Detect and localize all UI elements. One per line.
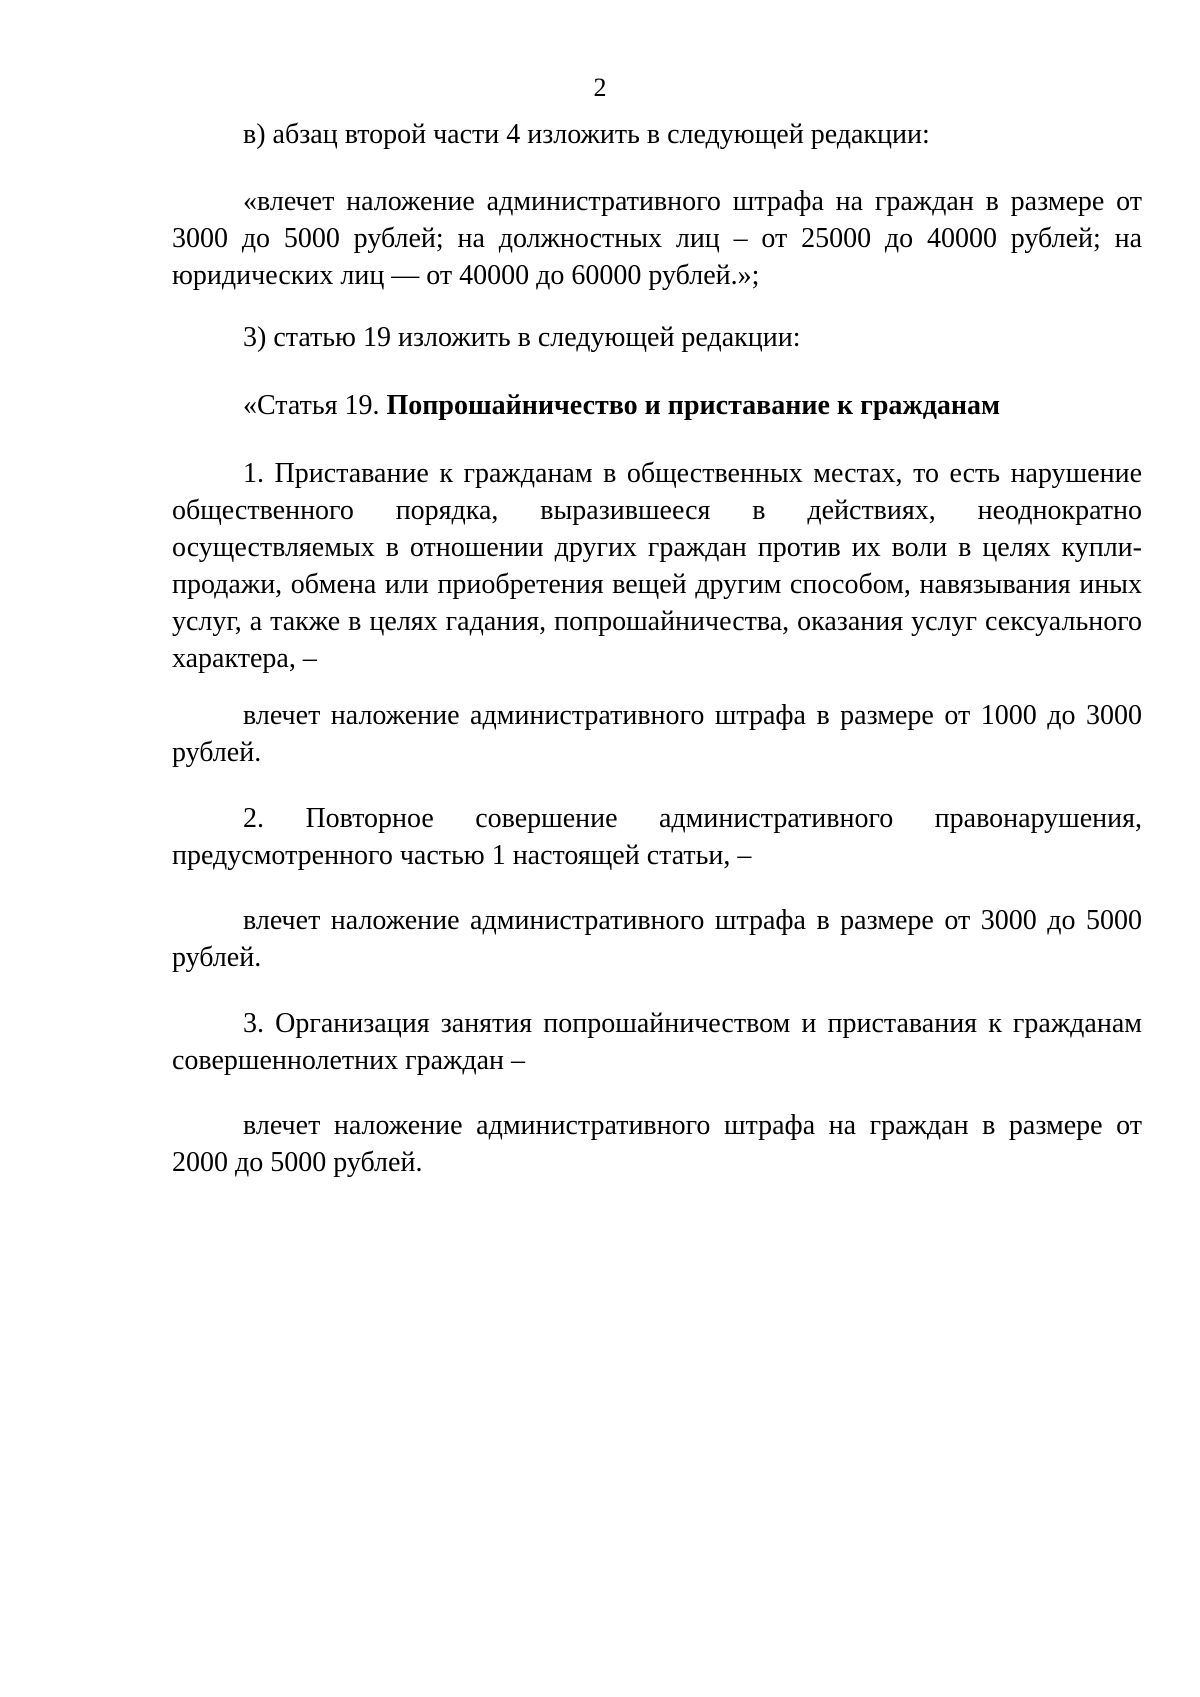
article-19-title: Попрошайничество и приставание к гражданам (386, 390, 1001, 421)
paragraph-part-2-penalty: влечет наложение административного штрафа в размере от 3000 до 5000 рублей. (172, 905, 1142, 973)
paragraph-article-19-intro: 3) статью 19 изложить в следующей редакции: (243, 322, 801, 353)
article-19-prefix: «Статья 19. (243, 390, 387, 421)
paragraph-part-1-penalty: влечет наложение административного штрафа в размере от 1000 до 3000 рублей. (172, 700, 1142, 768)
paragraph-fine-quote: «влечет наложение административного штрафа на граждан в размере от 3000 до 5000 рублей; на должностных лиц – от 25000 до 40000 рублей; на юридических лиц — от 40000 до 60000 рублей.»; (172, 186, 1142, 291)
page-number: 2 (593, 73, 607, 102)
paragraph-part-3: 3. Организация занятия попрошайничеством и приставания к гражданам совершеннолетних граждан – (172, 1008, 1142, 1076)
paragraph-amendment-v: в) абзац второй части 4 изложить в следующей редакции: (243, 119, 930, 150)
paragraph-part-3-penalty: влечет наложение административного штрафа на граждан в размере от 2000 до 5000 рублей. (172, 1110, 1142, 1178)
paragraph-part-2: 2. Повторное совершение административного правонарушения, предусмотренного частью 1 настоящей статьи, – (172, 803, 1142, 871)
paragraph-part-1: 1. Приставание к гражданам в общественных местах, то есть нарушение общественного порядка, выразившееся в действиях, неоднократно осуществляемых в отношении других граждан против их воли в целях купли-продажи, обмена или приобретения вещей другим способом, навязывания иных услуг, а также в целях гадания, попрошайничества, оказания услуг сексуального характера, – (172, 458, 1142, 674)
article-19-heading (172, 387, 1142, 424)
